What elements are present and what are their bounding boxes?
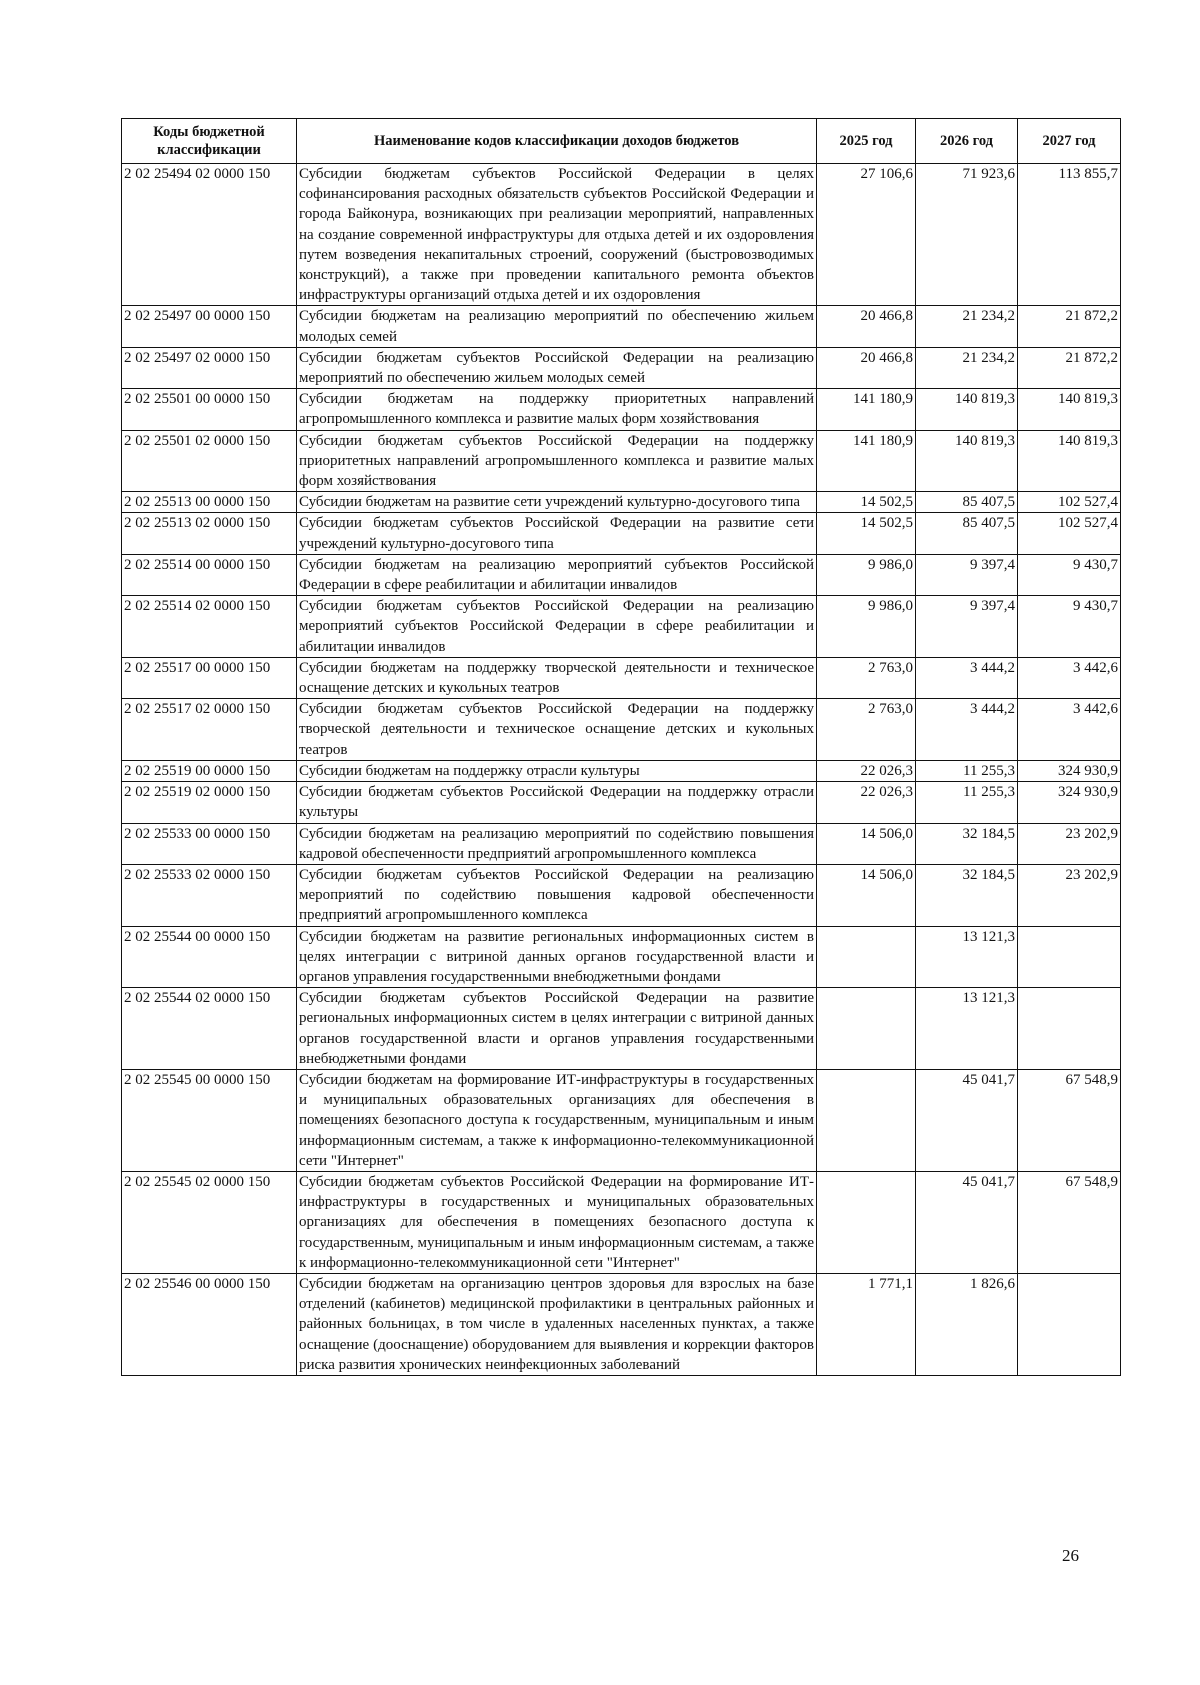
table-row xyxy=(122,492,1121,513)
table-row xyxy=(122,1171,1121,1273)
value-2026-cell: 85 407,5 xyxy=(916,513,1018,554)
name-cell: Субсидии бюджетам на реализацию мероприятий субъектов Российской Федерации в сфере реабилитации и абилитации инвалидов xyxy=(297,554,817,595)
table-row xyxy=(122,823,1121,864)
value-2025-cell: 141 180,9 xyxy=(817,430,916,492)
value-2027-cell: 102 527,4 xyxy=(1018,492,1121,513)
value-2025-cell: 22 026,3 xyxy=(817,760,916,781)
value-2027-cell: 113 855,7 xyxy=(1018,164,1121,306)
value-2026-cell: 85 407,5 xyxy=(916,492,1018,513)
code-cell: 2 02 25514 02 0000 150 xyxy=(122,596,297,658)
value-2026-cell: 11 255,3 xyxy=(916,782,1018,823)
name-cell: Субсидии бюджетам субъектов Российской Федерации на реализацию мероприятий по обеспечению жильем молодых семей xyxy=(297,347,817,388)
value-2025-cell: 9 986,0 xyxy=(817,554,916,595)
value-2026-cell: 71 923,6 xyxy=(916,164,1018,306)
value-2025-cell xyxy=(817,1069,916,1171)
name-cell: Субсидии бюджетам на поддержку отрасли культуры xyxy=(297,760,817,781)
code-cell: 2 02 25497 02 0000 150 xyxy=(122,347,297,388)
value-2027-cell: 23 202,9 xyxy=(1018,864,1121,926)
value-2027-cell: 23 202,9 xyxy=(1018,823,1121,864)
code-cell: 2 02 25545 00 0000 150 xyxy=(122,1069,297,1171)
value-2027-cell: 3 442,6 xyxy=(1018,699,1121,761)
value-2025-cell: 14 506,0 xyxy=(817,823,916,864)
value-2025-cell xyxy=(817,1171,916,1273)
code-cell: 2 02 25519 02 0000 150 xyxy=(122,782,297,823)
name-cell: Субсидии бюджетам субъектов Российской Федерации на поддержку творческой деятельности и техническое оснащение детских и кукольных театров xyxy=(297,699,817,761)
value-2025-cell xyxy=(817,926,916,988)
code-cell: 2 02 25533 00 0000 150 xyxy=(122,823,297,864)
value-2027-cell: 102 527,4 xyxy=(1018,513,1121,554)
table-row xyxy=(122,988,1121,1070)
value-2025-cell: 2 763,0 xyxy=(817,699,916,761)
name-cell: Субсидии бюджетам на реализацию мероприятий по содействию повышения кадровой обеспеченности предприятий агропромышленного комплекса xyxy=(297,823,817,864)
value-2026-cell: 3 444,2 xyxy=(916,657,1018,698)
value-2026-cell: 13 121,3 xyxy=(916,988,1018,1070)
name-cell: Субсидии бюджетам на поддержку творческой деятельности и техническое оснащение детских и кукольных театров xyxy=(297,657,817,698)
code-cell: 2 02 25501 00 0000 150 xyxy=(122,389,297,430)
budget-income-table xyxy=(121,118,1121,1376)
value-2025-cell: 1 771,1 xyxy=(817,1273,916,1375)
value-2027-cell: 9 430,7 xyxy=(1018,596,1121,658)
value-2025-cell xyxy=(817,988,916,1070)
value-2027-cell: 21 872,2 xyxy=(1018,347,1121,388)
value-2027-cell: 140 819,3 xyxy=(1018,430,1121,492)
table-row xyxy=(122,864,1121,926)
value-2025-cell: 14 502,5 xyxy=(817,492,916,513)
name-cell: Субсидии бюджетам субъектов Российской Федерации на поддержку отрасли культуры xyxy=(297,782,817,823)
table-row xyxy=(122,389,1121,430)
table-row xyxy=(122,513,1121,554)
header-name: Наименование кодов классификации доходов бюджетов xyxy=(297,119,817,164)
header-2025: 2025 год xyxy=(817,119,916,164)
code-cell: 2 02 25501 02 0000 150 xyxy=(122,430,297,492)
code-cell: 2 02 25519 00 0000 150 xyxy=(122,760,297,781)
value-2027-cell: 324 930,9 xyxy=(1018,782,1121,823)
value-2027-cell: 67 548,9 xyxy=(1018,1069,1121,1171)
value-2026-cell: 140 819,3 xyxy=(916,389,1018,430)
value-2026-cell: 32 184,5 xyxy=(916,864,1018,926)
table-row xyxy=(122,347,1121,388)
table-row xyxy=(122,596,1121,658)
value-2026-cell: 32 184,5 xyxy=(916,823,1018,864)
value-2027-cell xyxy=(1018,926,1121,988)
table-row xyxy=(122,760,1121,781)
table-row xyxy=(122,926,1121,988)
value-2026-cell: 13 121,3 xyxy=(916,926,1018,988)
code-cell: 2 02 25544 00 0000 150 xyxy=(122,926,297,988)
value-2026-cell: 45 041,7 xyxy=(916,1069,1018,1171)
name-cell: Субсидии бюджетам субъектов Российской Федерации в целях софинансирования расходных обязательств субъектов Российской Федерации и города Байконура, возникающих при реализации мероприятий, направленных на создание современной инфраструктуры для отдыха детей и их оздоровления путем возведения некапитальных строений, сооружений (быстровозводимых конструкций), а также при проведении капитального ремонта объектов инфраструктуры организаций отдыха детей и их оздоровления xyxy=(297,164,817,306)
value-2026-cell: 21 234,2 xyxy=(916,347,1018,388)
name-cell: Субсидии бюджетам на реализацию мероприятий по обеспечению жильем молодых семей xyxy=(297,306,817,347)
value-2025-cell: 20 466,8 xyxy=(817,347,916,388)
value-2027-cell xyxy=(1018,988,1121,1070)
code-cell: 2 02 25497 00 0000 150 xyxy=(122,306,297,347)
code-cell: 2 02 25494 02 0000 150 xyxy=(122,164,297,306)
name-cell: Субсидии бюджетам субъектов Российской Федерации на развитие региональных информационных систем в целях интеграции с витриной данных органов государственной власти и органов управления государственными внебюджетными фондами xyxy=(297,988,817,1070)
name-cell: Субсидии бюджетам на развитие региональных информационных систем в целях интеграции с витриной данных органов государственной власти и органов управления государственными внебюджетными фондами xyxy=(297,926,817,988)
value-2025-cell: 22 026,3 xyxy=(817,782,916,823)
value-2027-cell: 3 442,6 xyxy=(1018,657,1121,698)
table-row xyxy=(122,1069,1121,1171)
value-2027-cell: 140 819,3 xyxy=(1018,389,1121,430)
code-cell: 2 02 25513 02 0000 150 xyxy=(122,513,297,554)
name-cell: Субсидии бюджетам на организацию центров здоровья для взрослых на базе отделений (кабинетов) медицинской профилактики в центральных районных и районных больницах, в том числе в удаленных населенных пунктах, а также оснащение (дооснащение) оборудованием для выявления и коррекции факторов риска развития хронических неинфекционных заболеваний xyxy=(297,1273,817,1375)
value-2025-cell: 14 502,5 xyxy=(817,513,916,554)
value-2027-cell: 324 930,9 xyxy=(1018,760,1121,781)
table-row xyxy=(122,164,1121,306)
value-2026-cell: 1 826,6 xyxy=(916,1273,1018,1375)
code-cell: 2 02 25533 02 0000 150 xyxy=(122,864,297,926)
value-2027-cell: 21 872,2 xyxy=(1018,306,1121,347)
code-cell: 2 02 25514 00 0000 150 xyxy=(122,554,297,595)
table-row xyxy=(122,782,1121,823)
value-2025-cell: 9 986,0 xyxy=(817,596,916,658)
table-header-row xyxy=(122,119,1121,164)
code-cell: 2 02 25544 02 0000 150 xyxy=(122,988,297,1070)
name-cell: Субсидии бюджетам субъектов Российской Федерации на формирование ИТ-инфраструктуры в государственных и муниципальных образовательных организациях для обеспечения в помещениях безопасного доступа к государственным, муниципальным и иным информационным системам, а также к информационно-телекоммуникационной сети "Интернет" xyxy=(297,1171,817,1273)
value-2025-cell: 20 466,8 xyxy=(817,306,916,347)
page-number: 26 xyxy=(1062,1546,1079,1565)
value-2026-cell: 45 041,7 xyxy=(916,1171,1018,1273)
value-2025-cell: 27 106,6 xyxy=(817,164,916,306)
name-cell: Субсидии бюджетам субъектов Российской Федерации на реализацию мероприятий субъектов Российской Федерации в сфере реабилитации и абилитации инвалидов xyxy=(297,596,817,658)
header-code: Коды бюджетной классификации xyxy=(122,119,297,164)
code-cell: 2 02 25545 02 0000 150 xyxy=(122,1171,297,1273)
value-2027-cell: 67 548,9 xyxy=(1018,1171,1121,1273)
name-cell: Субсидии бюджетам субъектов Российской Федерации на поддержку приоритетных направлений агропромышленного комплекса и развитие малых форм хозяйствования xyxy=(297,430,817,492)
value-2026-cell: 9 397,4 xyxy=(916,554,1018,595)
code-cell: 2 02 25546 00 0000 150 xyxy=(122,1273,297,1375)
code-cell: 2 02 25513 00 0000 150 xyxy=(122,492,297,513)
header-2026: 2026 год xyxy=(916,119,1018,164)
table-row xyxy=(122,306,1121,347)
name-cell: Субсидии бюджетам на развитие сети учреждений культурно-досугового типа xyxy=(297,492,817,513)
table-body xyxy=(122,164,1121,1376)
table-row xyxy=(122,1273,1121,1375)
value-2025-cell: 2 763,0 xyxy=(817,657,916,698)
code-cell: 2 02 25517 00 0000 150 xyxy=(122,657,297,698)
value-2026-cell: 140 819,3 xyxy=(916,430,1018,492)
table-row xyxy=(122,554,1121,595)
value-2026-cell: 3 444,2 xyxy=(916,699,1018,761)
value-2025-cell: 141 180,9 xyxy=(817,389,916,430)
code-cell: 2 02 25517 02 0000 150 xyxy=(122,699,297,761)
header-2027: 2027 год xyxy=(1018,119,1121,164)
table-row xyxy=(122,430,1121,492)
value-2027-cell xyxy=(1018,1273,1121,1375)
value-2025-cell: 14 506,0 xyxy=(817,864,916,926)
table-row xyxy=(122,657,1121,698)
value-2026-cell: 21 234,2 xyxy=(916,306,1018,347)
name-cell: Субсидии бюджетам на поддержку приоритетных направлений агропромышленного комплекса и развитие малых форм хозяйствования xyxy=(297,389,817,430)
value-2027-cell: 9 430,7 xyxy=(1018,554,1121,595)
value-2026-cell: 9 397,4 xyxy=(916,596,1018,658)
name-cell: Субсидии бюджетам на формирование ИТ-инфраструктуры в государственных и муниципальных образовательных организациях для обеспечения в помещениях безопасного доступа к государственным, муниципальным и иным информационным системам, а также к информационно-телекоммуникационной сети "Интернет" xyxy=(297,1069,817,1171)
name-cell: Субсидии бюджетам субъектов Российской Федерации на развитие сети учреждений культурно-досугового типа xyxy=(297,513,817,554)
table-row xyxy=(122,699,1121,761)
value-2026-cell: 11 255,3 xyxy=(916,760,1018,781)
name-cell: Субсидии бюджетам субъектов Российской Федерации на реализацию мероприятий по содействию повышения кадровой обеспеченности предприятий агропромышленного комплекса xyxy=(297,864,817,926)
